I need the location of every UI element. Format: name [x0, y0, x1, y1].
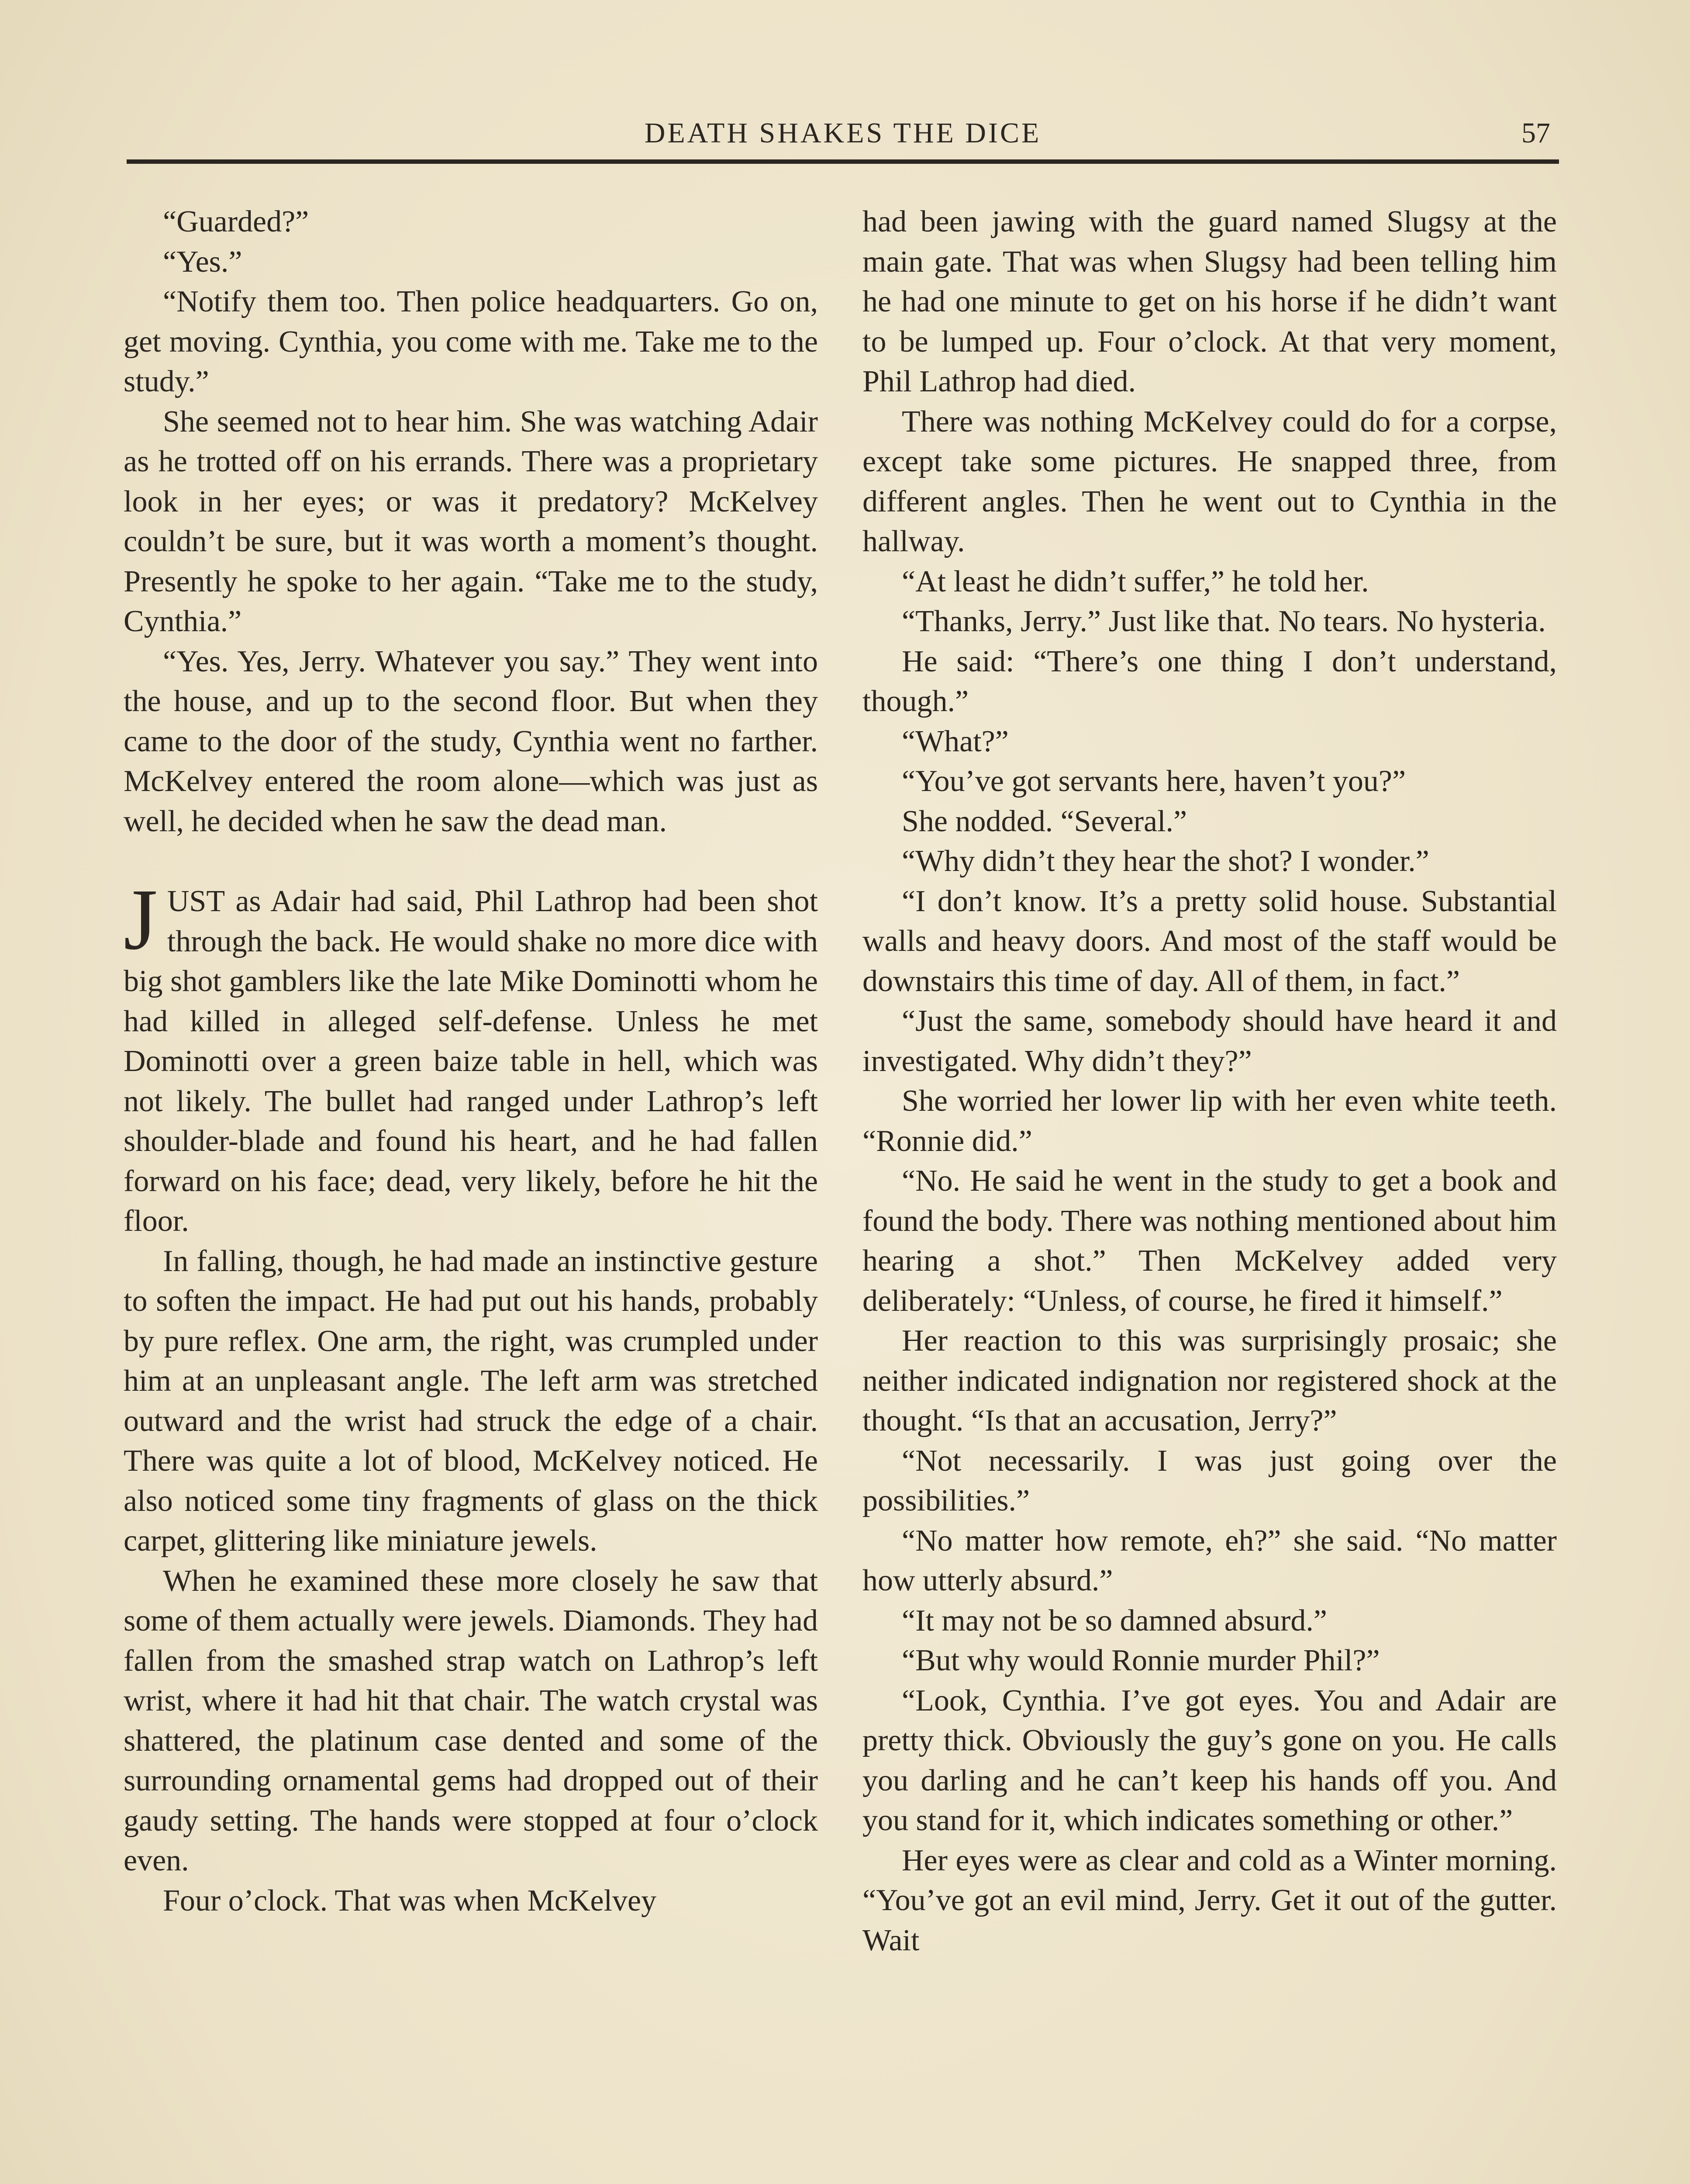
paragraph: “At least he didn’t suffer,” he told her. — [902, 564, 1369, 598]
page-number: 57 — [1521, 117, 1550, 149]
paragraph: He said: “There’s one thing I don’t understand, though.” — [862, 644, 1557, 718]
paragraph: “No. He said he went in the study to get a book and found the body. There was nothing mentioned about him hearing a shot.” Then McKelvey added very deliberately: “Unless, of course, he fired it himself.” — [862, 1164, 1557, 1318]
section-break — [124, 841, 818, 881]
paragraph: “I don’t know. It’s a pretty solid house. Substantial walls and heavy doors. And most of the staff would be downstairs this time of day. All of them, in fact.” — [862, 884, 1557, 998]
paragraph: She nodded. “Several.” — [902, 804, 1187, 838]
paragraph: She worried her lower lip with her even white teeth. “Ronnie did.” — [862, 1084, 1557, 1158]
paragraph: “Look, Cynthia. I’ve got eyes. You and Adair are pretty thick. Obviously the guy’s gone on you. He calls you darling and he can’t keep his hands off you. And you stand for it, which indicates something or other.” — [862, 1683, 1557, 1837]
running-header — [127, 111, 1559, 159]
left-column — [124, 202, 818, 1921]
paragraph: “Not necessarily. I was just going over the possibilities.” — [862, 1444, 1557, 1517]
running-title: DEATH SHAKES THE DICE — [644, 117, 1042, 149]
dropcap-paragraph-text: UST as Adair had said, Phil Lathrop had been shot through the back. He would shake no more dice with big shot gamblers like the late Mike Dominotti whom he had killed in alleged self-defense. Unless he met Dominotti over a green baize table in hell, which was not likely. The bullet had ranged under Lathrop’s left shoulder-blade and found his heart, and he had fallen forward on his face; dead, very likely, before he hit the floor. — [124, 885, 818, 1238]
paragraph: “It may not be so damned absurd.” — [902, 1603, 1327, 1638]
paragraph: “But why would Ronnie murder Phil?” — [902, 1644, 1380, 1677]
dropcap-paragraph — [124, 871, 818, 1241]
paragraph: “Just the same, somebody should have heard it and investigated. Why didn’t they?” — [862, 1004, 1557, 1078]
paragraph: In falling, though, he had made an instinctive gesture to soften the impact. He had put out his hands, probably by pure reflex. One arm, the right, was crumpled under him at an unpleasant angle. The left arm was stretched outward and the wrist had struck the edge of a chair. There was quite a lot of blood, McKelvey noticed. He also noticed some tiny fragments of glass on the thick carpet, glittering like miniature jewels. — [124, 1244, 818, 1558]
paragraph: “You’ve got servants here, haven’t you?” — [902, 764, 1406, 798]
drop-cap: J — [124, 871, 158, 968]
paragraph: “What?” — [902, 724, 1009, 758]
paragraph: “No matter how remote, eh?” she said. “No matter how utterly absurd.” — [862, 1524, 1557, 1597]
paragraph: “Yes.” — [163, 245, 242, 279]
paragraph: “Notify them too. Then police headquarters. Go on, get moving. Cynthia, you come with me. Take me to the study.” — [124, 285, 818, 398]
paragraph: Her reaction to this was surprisingly prosaic; she neither indicated indignation nor registered shock at the thought. “Is that an accusation, Jerry?” — [862, 1324, 1557, 1438]
paragraph: Her eyes were as clear and cold as a Winter morning. “You’ve got an evil mind, Jerry. Get it out of the gutter. Wait — [862, 1843, 1557, 1957]
paragraph: “Guarded?” — [163, 205, 309, 238]
paragraph: There was nothing McKelvey could do for a corpse, except take some pictures. He snapped three, from different angles. Then he went out to Cynthia in the hallway. — [862, 404, 1557, 558]
paragraph: “Yes. Yes, Jerry. Whatever you say.” They went into the house, and up to the second floor. But when they came to the door of the study, Cynthia went no farther. McKelvey entered the room alone—which was just as well, he decided when he saw the dead man. — [124, 644, 818, 838]
paragraph: had been jawing with the guard named Slugsy at the main gate. That was when Slugsy had been telling him he had one minute to get on his horse if he didn’t want to be lumped up. Four o’clock. At that very moment, Phil Lathrop had died. — [862, 205, 1557, 398]
paragraph: “Thanks, Jerry.” Just like that. No tears. No hysteria. — [902, 605, 1546, 638]
paragraph: When he examined these more closely he saw that some of them actually were jewels. Diamonds. They had fallen from the smashed strap watch on Lathrop’s left wrist, where it had hit that chair. The watch crystal was shattered, the platinum case dented and some of the surrounding ornamental gems had dropped out of their gaudy setting. The hands were stopped at four o’clock even. — [124, 1564, 818, 1877]
paragraph: She seemed not to hear him. She was watching Adair as he trotted off on his errands. There was a proprietary look in her eyes; or was it predatory? McKelvey couldn’t be sure, but it was worth a moment’s thought. Presently he spoke to her again. “Take me to the study, Cynthia.” — [124, 404, 818, 638]
paragraph: Four o’clock. That was when McKelvey — [163, 1883, 657, 1918]
right-column — [862, 202, 1557, 1960]
header-rule — [127, 159, 1559, 164]
paragraph: “Why didn’t they hear the shot? I wonder.” — [902, 844, 1429, 878]
